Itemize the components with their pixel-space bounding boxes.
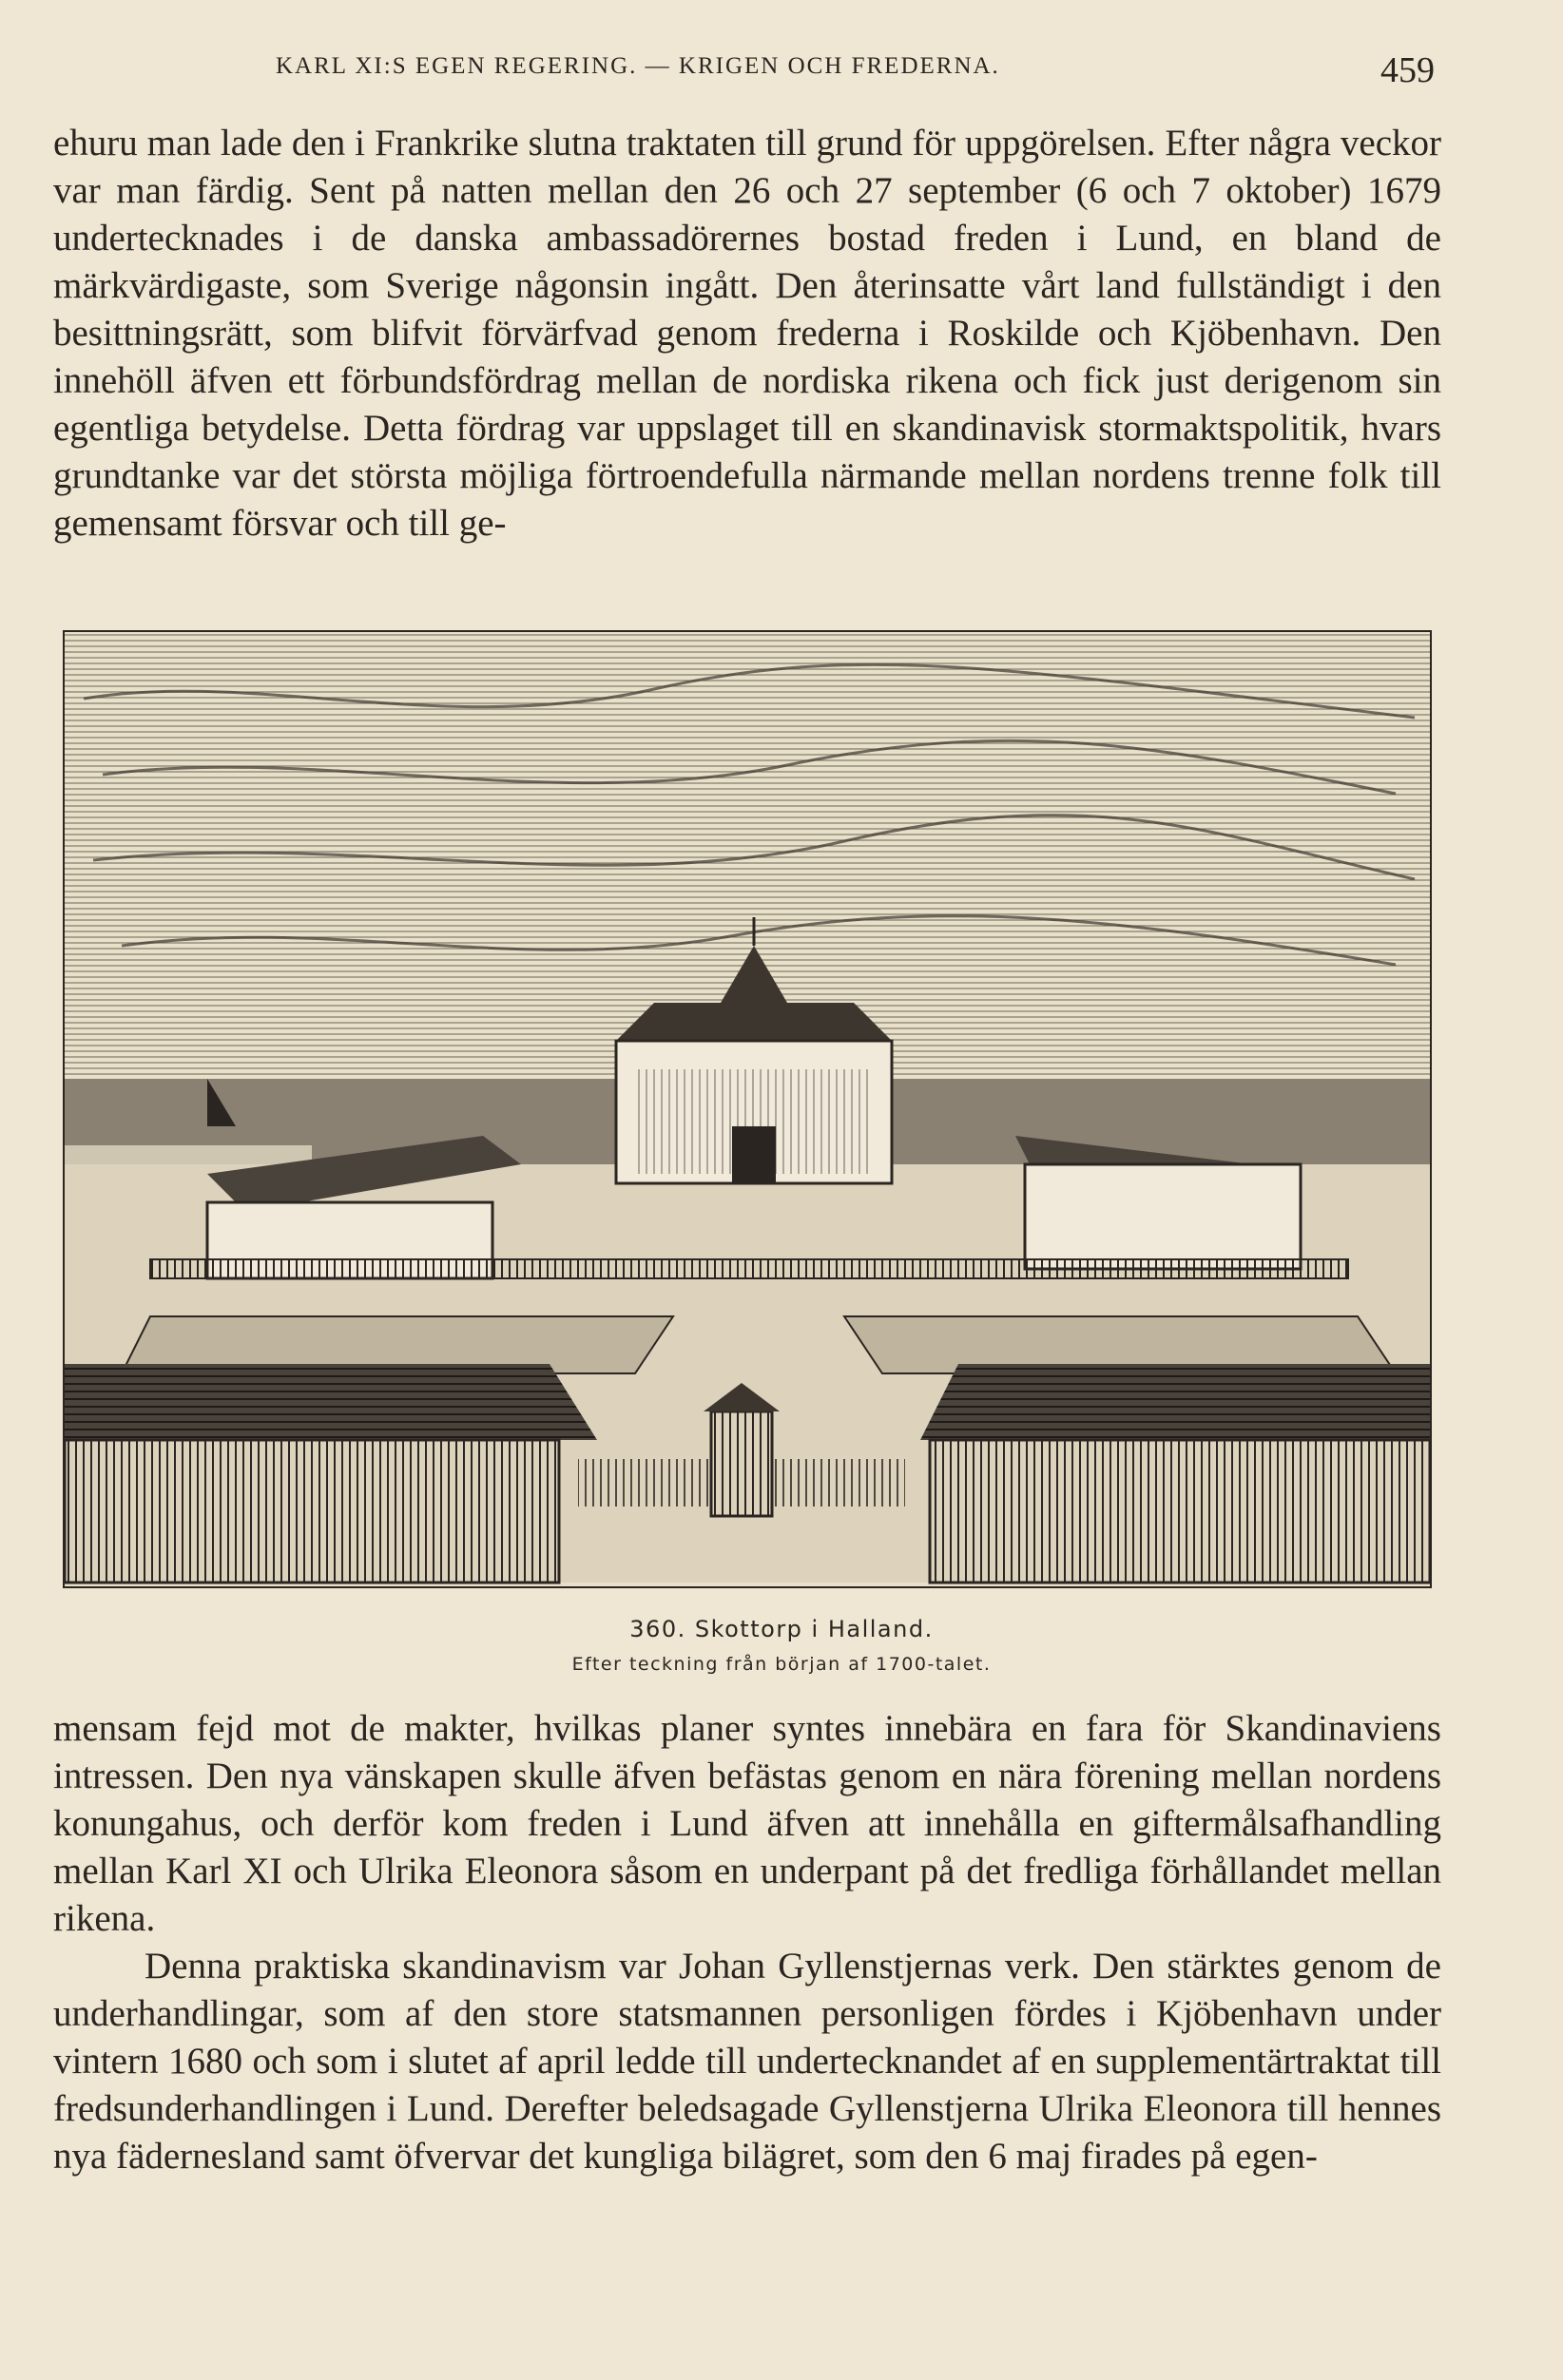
running-head [0,49,1563,90]
balustrade [150,1259,1348,1278]
skottorp-engraving [65,632,1430,1586]
body-text-bottom [53,1705,1441,2180]
barn-right [920,1364,1430,1583]
fence-right [772,1459,905,1507]
page-number: 459 [1380,50,1435,90]
body-text-top [53,120,1441,547]
paragraph-top: ehuru man lade den i Frankrike slutna traktaten till grund för uppgörelsen. Efter några veckor var man färdig. Sent på natten mellan den 26 och 27 september (6 och 7 oktober) 1679 undertecknades i de danska ambassadörernes bostad freden i Lund, en bland de märkvärdigaste, som Sverige någonsin ingått. Den återinsatte vårt land fullständigt i den besittningsrätt, som blifvit förvärfvad genom frederna i Roskilde och Kjöbenhavn. Den innehöll äfven ett förbundsfördrag mellan de nordiska rikena och fick just derigenom sin egentliga betydelse. Detta fördrag var uppslaget till en skandinavisk stormaktspolitik, hvars grundtanke var det största möjliga förtroendefulla närmande mellan nordens trenne folk till gemensamt försvar och till ge- [53,123,1441,544]
figure-caption: 360. Skottorp i Halland. [629,1616,934,1642]
figure-credit: Efter teckning från början af 1700-talet. [571,1654,992,1675]
barn-left [65,1364,597,1583]
paragraph-bottom-2: Denna praktiska skandinavism var Johan Gyllenstjernas verk. Den stärktes genom de underhandlingar, som af den store statsmannen personligen fördes i Kjöbenhavn under vintern 1680 och som i slutet af april ledde till undertecknandet af en supplementärtraktat till fredsunderhandlingen i Lund. Derefter beledsagade Gyllenstjerna Ulrika Eleonora till hennes nya fädernesland samt öfvervar det kungliga bilägret, som den 6 maj firades på egen- [53,1946,1441,2177]
engraving-illustration [63,630,1432,1588]
gate [711,1411,772,1516]
paragraph-bottom-1: mensam fejd mot de makter, hvilkas planer syntes innebära en fara för Skandinaviens intressen. Den nya vänskapen skulle äfven befästas genom en nära förening mellan nordens konungahus, och derför kom freden i Lund äfven att innehålla en giftermålsafhandling mellan Karl XI och Ulrika Eleonora såsom en underpant på det fredliga förhållandet mellan rikena. [53,1708,1441,1939]
fence-left [578,1459,711,1507]
running-title: KARL XI:S EGEN REGERING. — KRIGEN OCH FREDERNA. [276,53,1000,79]
